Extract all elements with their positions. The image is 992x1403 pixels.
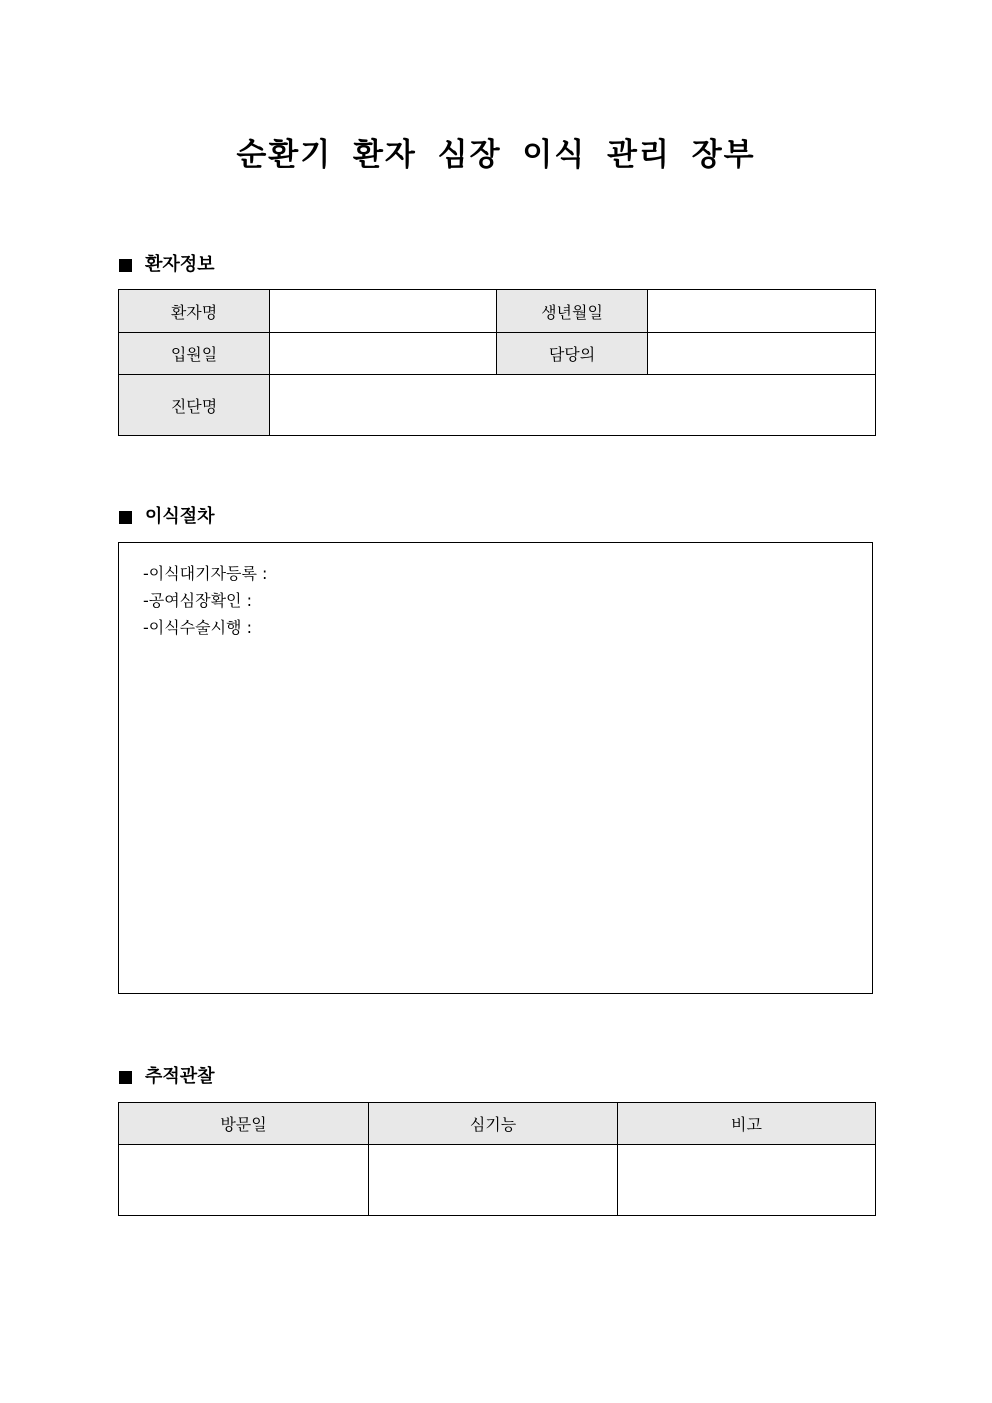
table-row bbox=[119, 290, 876, 333]
section-heading-patient-info bbox=[119, 253, 215, 277]
diagnosis-label: 진단명 bbox=[119, 375, 270, 436]
birth-date-label: 생년월일 bbox=[497, 290, 648, 333]
procedure-list bbox=[143, 560, 267, 641]
section-heading-label: 이식절차 bbox=[145, 506, 215, 527]
table-row bbox=[119, 1145, 876, 1216]
transplant-procedure-box[interactable] bbox=[118, 542, 873, 994]
visit-date-cell[interactable] bbox=[119, 1145, 369, 1216]
square-bullet-icon bbox=[119, 259, 132, 272]
admission-date-label: 입원일 bbox=[119, 333, 270, 375]
remarks-cell[interactable] bbox=[618, 1145, 876, 1216]
cardiac-function-cell[interactable] bbox=[369, 1145, 618, 1216]
birth-date-field[interactable] bbox=[648, 290, 876, 333]
patient-name-field[interactable] bbox=[270, 290, 497, 333]
section-heading-label: 추적관찰 bbox=[145, 1066, 215, 1087]
table-row bbox=[119, 333, 876, 375]
attending-physician-label: 담당의 bbox=[497, 333, 648, 375]
patient-name-label: 환자명 bbox=[119, 290, 270, 333]
attending-physician-field[interactable] bbox=[648, 333, 876, 375]
column-header-cardiac-function: 심기능 bbox=[369, 1103, 618, 1145]
procedure-item-transplant-surgery: -이식수술시행 : bbox=[143, 618, 252, 637]
section-heading-follow-up bbox=[119, 1065, 215, 1089]
procedure-item-waitlist-registration: -이식대기자등록 : bbox=[143, 564, 268, 583]
patient-info-table bbox=[118, 289, 876, 436]
follow-up-table bbox=[118, 1102, 876, 1216]
section-heading-label: 환자정보 bbox=[145, 254, 215, 275]
column-header-visit-date: 방문일 bbox=[119, 1103, 369, 1145]
admission-date-field[interactable] bbox=[270, 333, 497, 375]
diagnosis-field[interactable] bbox=[270, 375, 876, 436]
column-header-remarks: 비고 bbox=[618, 1103, 876, 1145]
section-heading-transplant-procedure bbox=[119, 505, 215, 529]
procedure-item-donor-heart-confirmation: -공여심장확인 : bbox=[143, 591, 252, 610]
square-bullet-icon bbox=[119, 511, 132, 524]
table-row bbox=[119, 375, 876, 436]
square-bullet-icon bbox=[119, 1071, 132, 1084]
document-title: 순환기 환자 심장 이식 관리 장부 bbox=[236, 137, 756, 173]
table-header-row bbox=[119, 1103, 876, 1145]
